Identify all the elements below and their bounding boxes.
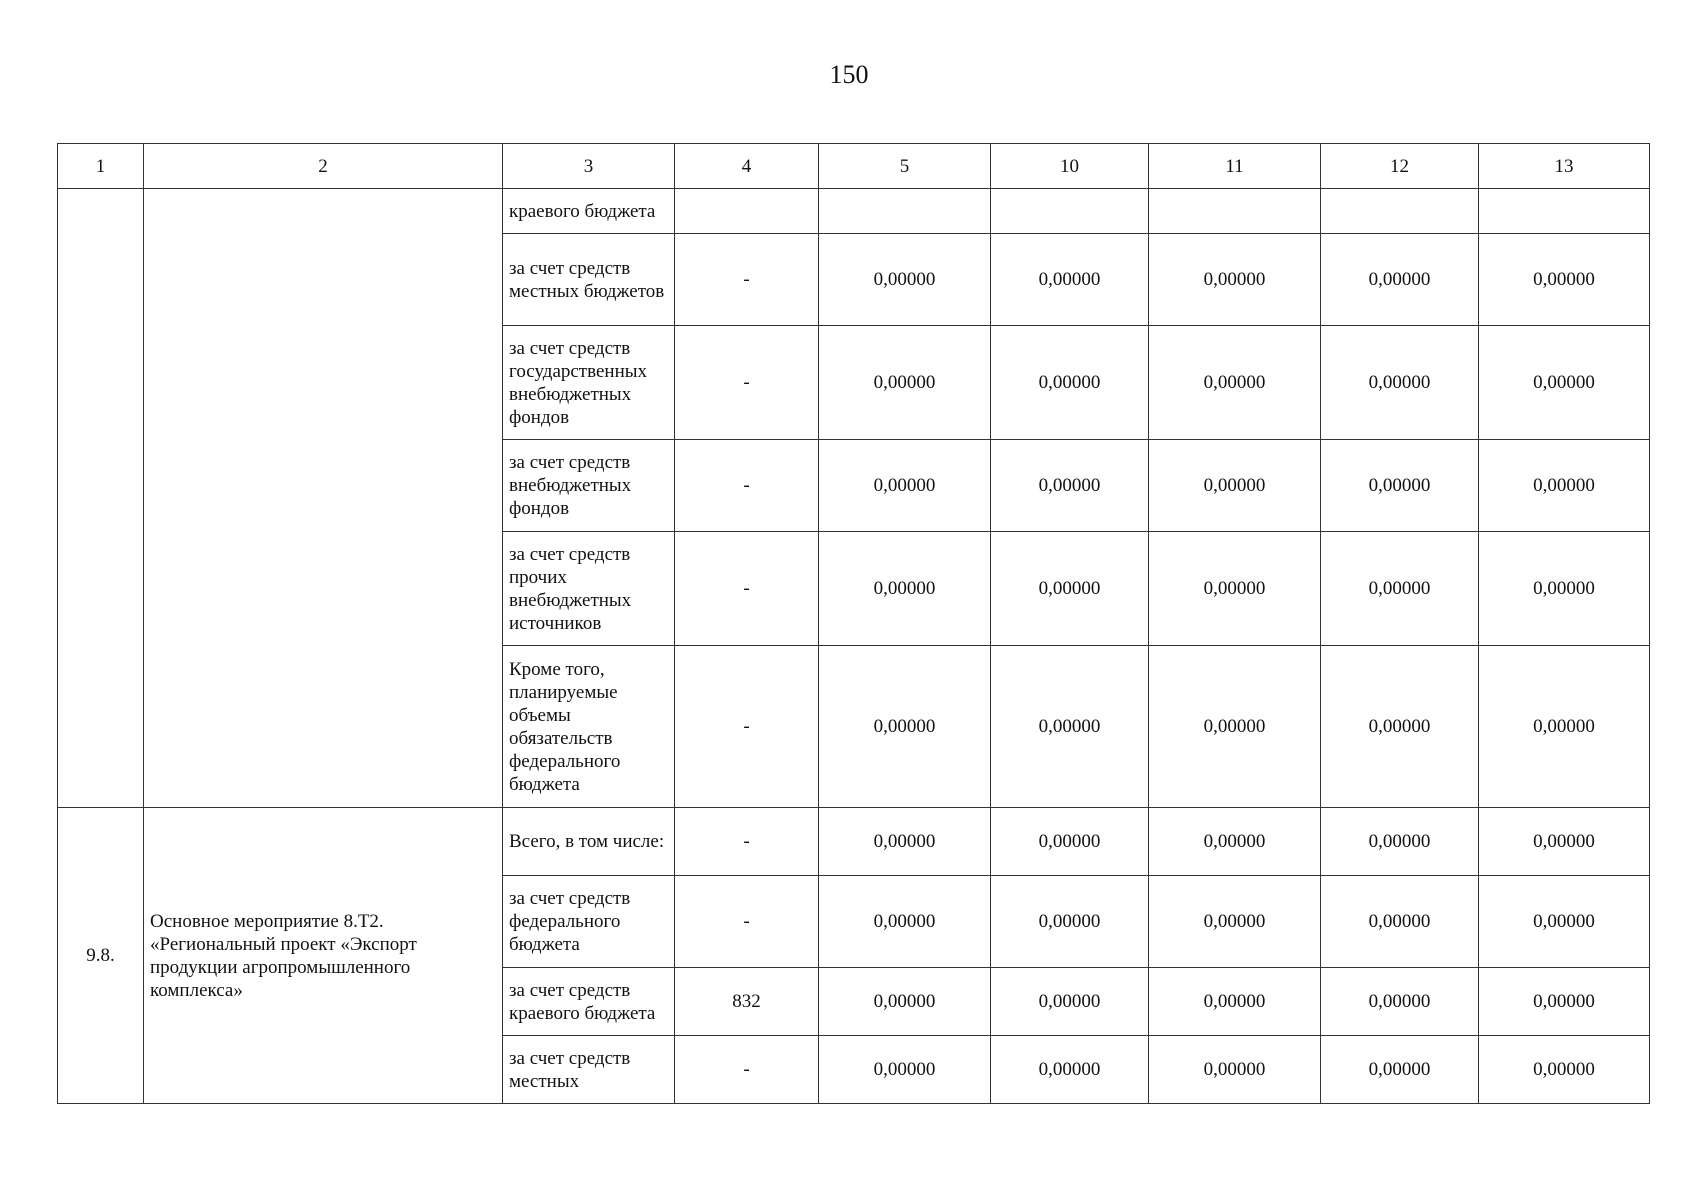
value-cell: 0,00000 [819, 808, 991, 876]
value-cell: 0,00000 [1321, 440, 1479, 532]
value-cell: 0,00000 [991, 968, 1149, 1036]
column-header: 5 [819, 144, 991, 189]
value-cell: 0,00000 [1479, 234, 1650, 326]
value-cell: 0,00000 [1479, 808, 1650, 876]
value-cell: 0,00000 [991, 532, 1149, 646]
value-cell: 0,00000 [1479, 1036, 1650, 1104]
source-cell: за счет средств краевого бюджета [503, 968, 675, 1036]
column-header: 11 [1149, 144, 1321, 189]
page-number: 150 [829, 60, 869, 89]
source-cell: за счет средств внебюджетных фондов [503, 440, 675, 532]
value-cell: 0,00000 [1321, 326, 1479, 440]
value-cell: 0,00000 [991, 646, 1149, 808]
value-cell [819, 189, 991, 234]
value-cell: 0,00000 [819, 532, 991, 646]
code-cell: - [675, 1036, 819, 1104]
index-cell-empty [58, 189, 144, 808]
value-cell: 0,00000 [1149, 532, 1321, 646]
column-header: 1 [58, 144, 144, 189]
source-cell: за счет средств местных бюджетов [503, 234, 675, 326]
code-cell: - [675, 876, 819, 968]
source-cell: краевого бюджета [503, 189, 675, 234]
column-header: 13 [1479, 144, 1650, 189]
code-cell: 832 [675, 968, 819, 1036]
value-cell: 0,00000 [991, 876, 1149, 968]
value-cell [1149, 189, 1321, 234]
code-cell: - [675, 440, 819, 532]
source-cell: за счет средств местных [503, 1036, 675, 1104]
value-cell: 0,00000 [1149, 440, 1321, 532]
header-row [58, 144, 1650, 189]
column-header: 3 [503, 144, 675, 189]
value-cell: 0,00000 [991, 440, 1149, 532]
value-cell: 0,00000 [819, 876, 991, 968]
value-cell: 0,00000 [1321, 234, 1479, 326]
code-cell: - [675, 646, 819, 808]
value-cell: 0,00000 [819, 646, 991, 808]
activity-title: Основное мероприятие 8.Т2. «Региональный проект «Экспорт продукции агропромышленного комплекса» [144, 808, 503, 1104]
source-cell: за счет средств федерального бюджета [503, 876, 675, 968]
code-cell: - [675, 808, 819, 876]
table-row [58, 189, 1650, 234]
column-header: 4 [675, 144, 819, 189]
value-cell: 0,00000 [1149, 876, 1321, 968]
value-cell: 0,00000 [1321, 646, 1479, 808]
table-row [58, 808, 1650, 876]
value-cell: 0,00000 [819, 1036, 991, 1104]
value-cell [991, 189, 1149, 234]
source-cell: за счет средств прочих внебюджетных источников [503, 532, 675, 646]
value-cell: 0,00000 [1321, 876, 1479, 968]
value-cell: 0,00000 [1479, 326, 1650, 440]
value-cell: 0,00000 [1149, 968, 1321, 1036]
source-cell: за счет средств государственных внебюджетных фондов [503, 326, 675, 440]
value-cell [1321, 189, 1479, 234]
value-cell: 0,00000 [1479, 440, 1650, 532]
value-cell: 0,00000 [1479, 968, 1650, 1036]
source-cell: Всего, в том числе: [503, 808, 675, 876]
value-cell: 0,00000 [1479, 876, 1650, 968]
column-header: 12 [1321, 144, 1479, 189]
code-cell: - [675, 532, 819, 646]
value-cell: 0,00000 [1149, 646, 1321, 808]
value-cell: 0,00000 [991, 326, 1149, 440]
value-cell: 0,00000 [1479, 646, 1650, 808]
source-cell: Кроме того, планируемые объемы обязательств федерального бюджета [503, 646, 675, 808]
value-cell: 0,00000 [991, 234, 1149, 326]
value-cell: 0,00000 [991, 808, 1149, 876]
value-cell: 0,00000 [1321, 1036, 1479, 1104]
code-cell: - [675, 326, 819, 440]
row-index: 9.8. [58, 808, 144, 1104]
value-cell: 0,00000 [819, 440, 991, 532]
value-cell: 0,00000 [819, 326, 991, 440]
value-cell: 0,00000 [1149, 808, 1321, 876]
value-cell: 0,00000 [1321, 808, 1479, 876]
value-cell: 0,00000 [1149, 234, 1321, 326]
column-header: 2 [144, 144, 503, 189]
value-cell: 0,00000 [1149, 326, 1321, 440]
value-cell: 0,00000 [1479, 532, 1650, 646]
value-cell: 0,00000 [991, 1036, 1149, 1104]
code-cell: - [675, 234, 819, 326]
value-cell: 0,00000 [819, 968, 991, 1036]
title-cell-empty [144, 189, 503, 808]
column-header: 10 [991, 144, 1149, 189]
value-cell: 0,00000 [1321, 968, 1479, 1036]
code-cell [675, 189, 819, 234]
value-cell: 0,00000 [819, 234, 991, 326]
budget-table [57, 143, 1650, 1104]
value-cell [1479, 189, 1650, 234]
value-cell: 0,00000 [1149, 1036, 1321, 1104]
value-cell: 0,00000 [1321, 532, 1479, 646]
